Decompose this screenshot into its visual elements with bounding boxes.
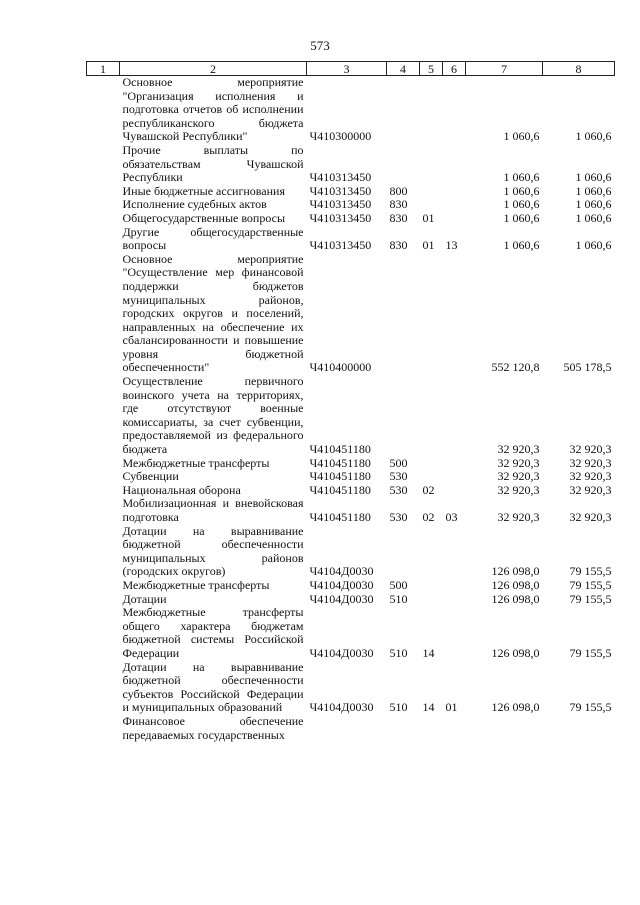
row-target-code: Ч410313450 xyxy=(309,238,372,253)
row-amount-year2: 79 155,5 xyxy=(569,591,612,606)
row-amount-year2: 32 920,3 xyxy=(569,510,612,524)
row-name: Другие общегосударственные вопросы xyxy=(122,224,304,253)
table-row xyxy=(87,484,615,498)
row-section xyxy=(420,579,443,593)
table-row xyxy=(87,661,615,715)
row-subsection xyxy=(443,185,466,199)
row-subsection xyxy=(443,470,466,484)
row-amount-year2: 1 060,6 xyxy=(575,183,612,198)
table-row xyxy=(87,198,615,212)
row-target-code: Ч410313450 xyxy=(309,183,372,198)
row-amount-year1: 1 060,6 xyxy=(503,238,540,253)
row-amount-year1 xyxy=(466,715,543,742)
row-subsection xyxy=(443,457,466,471)
row-target-code: Ч4104Д0030 xyxy=(309,577,374,592)
row-subsection xyxy=(443,198,466,212)
row-expense-type: 830 xyxy=(389,238,408,253)
row-index-cell xyxy=(87,457,120,471)
row-amount-year1: 126 098,0 xyxy=(491,700,540,715)
row-section: 02 xyxy=(422,482,435,497)
row-expense-type: 530 xyxy=(389,510,408,524)
row-name: Дотации xyxy=(122,591,167,606)
row-subsection: 01 xyxy=(445,700,458,715)
row-name: Мобилизационная и вневойсковая подготовка xyxy=(122,496,304,524)
table-body xyxy=(87,76,615,743)
row-section xyxy=(420,470,443,484)
row-section xyxy=(420,144,443,185)
column-header-6: 6 xyxy=(443,62,466,76)
row-expense-type: 530 xyxy=(389,469,408,484)
row-expense-type: 800 xyxy=(389,183,408,198)
row-expense-type xyxy=(387,525,420,579)
row-expense-type: 510 xyxy=(389,645,408,660)
row-name: Национальная оборона xyxy=(122,482,241,497)
row-index-cell xyxy=(87,525,120,579)
row-amount-year1: 32 920,3 xyxy=(497,442,540,457)
row-subsection xyxy=(443,76,466,144)
row-name: Межбюджетные трансферты общего характера бюджетам бюджетной системы Российской Федерации xyxy=(122,605,304,660)
row-amount-year2: 1 060,6 xyxy=(575,238,612,253)
page-number: 573 xyxy=(310,38,330,53)
row-expense-type: 500 xyxy=(389,577,408,592)
row-subsection xyxy=(443,375,466,457)
row-index-cell xyxy=(87,661,120,715)
row-section xyxy=(420,457,443,471)
table-row xyxy=(87,253,615,375)
column-header-7: 7 xyxy=(466,62,543,76)
row-target-code: Ч410313450 xyxy=(309,170,372,185)
row-target-code: Ч410451180 xyxy=(309,510,371,524)
row-name: Межбюджетные трансферты xyxy=(122,577,270,592)
table-row xyxy=(87,76,615,144)
table-row xyxy=(87,593,615,607)
row-target-code: Ч410300000 xyxy=(309,129,372,144)
row-index-cell xyxy=(87,593,120,607)
row-target-code: Ч410451180 xyxy=(309,455,371,470)
row-name: Дотации на выравнивание бюджетной обеспеченности муниципальных районов (городских округов) xyxy=(122,523,304,579)
row-expense-type xyxy=(387,144,420,185)
table-row xyxy=(87,470,615,484)
row-amount-year2: 32 920,3 xyxy=(569,482,612,497)
row-name: Субвенции xyxy=(122,469,179,484)
row-amount-year1: 1 060,6 xyxy=(503,183,540,198)
row-expense-type xyxy=(387,76,420,144)
row-subsection xyxy=(443,525,466,579)
row-subsection xyxy=(443,579,466,593)
row-section xyxy=(420,185,443,199)
row-index-cell xyxy=(87,715,120,742)
row-amount-year2: 79 155,5 xyxy=(569,645,612,660)
row-index-cell xyxy=(87,212,120,226)
row-section xyxy=(420,375,443,457)
row-section xyxy=(420,593,443,607)
row-expense-type xyxy=(387,253,420,375)
row-amount-year1: 126 098,0 xyxy=(491,591,540,606)
row-name: Основное мероприятие "Осуществление мер финансовой поддержки бюджетов муниципальных районов, городских округов и поселений, направленных на обеспечение их сбалансированности и повышение уровня бюджетной обеспеченности" xyxy=(122,251,304,375)
row-amount-year2: 505 178,5 xyxy=(563,360,612,375)
row-amount-year2: 1 060,6 xyxy=(575,197,612,212)
row-subsection xyxy=(443,212,466,226)
row-target-code: Ч410400000 xyxy=(309,360,372,375)
row-expense-type: 510 xyxy=(389,700,408,715)
row-amount-year2: 1 060,6 xyxy=(575,170,612,185)
row-amount-year2: 1 060,6 xyxy=(575,129,612,144)
table-row xyxy=(87,457,615,471)
row-target-code: Ч410451180 xyxy=(309,442,371,457)
row-target-code: Ч4104Д0030 xyxy=(309,564,374,579)
row-amount-year2: 79 155,5 xyxy=(569,700,612,715)
row-target-code: Ч410313450 xyxy=(309,197,372,212)
row-amount-year1: 1 060,6 xyxy=(503,210,540,225)
row-index-cell xyxy=(87,253,120,375)
row-index-cell xyxy=(87,497,120,524)
row-name: Осуществление первичного воинского учета на территориях, где отсутствуют военные комиссариаты, за счет субвенции, предоставляемой из федерального бюджета xyxy=(122,374,304,457)
row-name: Исполнение судебных актов xyxy=(122,197,267,212)
row-amount-year2: 32 920,3 xyxy=(569,469,612,484)
row-section: 14 xyxy=(422,645,435,660)
row-name: Общегосударственные вопросы xyxy=(122,210,286,225)
row-name: Межбюджетные трансферты xyxy=(122,455,270,470)
row-section: 01 xyxy=(422,238,435,253)
row-expense-type: 830 xyxy=(389,197,408,212)
row-name: Иные бюджетные ассигнования xyxy=(122,183,285,198)
column-header-8: 8 xyxy=(543,62,615,76)
row-name: Прочие выплаты по обязательствам Чувашской Республики xyxy=(122,142,304,185)
table-row xyxy=(87,185,615,199)
row-amount-year1: 32 920,3 xyxy=(497,455,540,470)
row-target-code: Ч410313450 xyxy=(309,210,372,225)
row-index-cell xyxy=(87,144,120,185)
row-amount-year2: 32 920,3 xyxy=(569,442,612,457)
row-amount-year2 xyxy=(543,715,615,742)
row-subsection xyxy=(443,715,466,742)
column-header-1: 1 xyxy=(87,62,120,76)
row-amount-year1: 552 120,8 xyxy=(491,360,540,375)
row-section: 01 xyxy=(422,210,435,225)
row-index-cell xyxy=(87,226,120,253)
row-target-code: Ч4104Д0030 xyxy=(309,645,374,660)
row-amount-year1: 126 098,0 xyxy=(491,577,540,592)
row-amount-year2: 32 920,3 xyxy=(569,455,612,470)
budget-table xyxy=(86,61,615,742)
row-amount-year2: 79 155,5 xyxy=(569,577,612,592)
row-target-code: Ч4104Д0030 xyxy=(309,700,374,715)
row-expense-type: 510 xyxy=(389,591,408,606)
row-amount-year1: 126 098,0 xyxy=(491,564,540,579)
row-amount-year2: 1 060,6 xyxy=(575,210,612,225)
table-header xyxy=(87,62,615,76)
column-header-3: 3 xyxy=(307,62,387,76)
row-subsection: 03 xyxy=(445,510,458,524)
row-name: Финансовое обеспечение передаваемых государственных xyxy=(122,713,304,742)
row-section xyxy=(420,76,443,144)
row-subsection: 13 xyxy=(445,238,458,253)
row-name: Дотации на выравнивание бюджетной обеспеченности субъектов Российской Федерации и муниципальных образований xyxy=(122,659,304,715)
row-index-cell xyxy=(87,470,120,484)
row-expense-type: 500 xyxy=(389,455,408,470)
row-expense-type xyxy=(387,715,420,742)
row-section xyxy=(420,715,443,742)
table-row xyxy=(87,579,615,593)
row-amount-year2: 79 155,5 xyxy=(569,564,612,579)
row-subsection xyxy=(443,484,466,498)
row-amount-year1: 32 920,3 xyxy=(497,469,540,484)
row-index-cell xyxy=(87,375,120,457)
row-index-cell xyxy=(87,579,120,593)
row-section xyxy=(420,253,443,375)
row-amount-year1: 1 060,6 xyxy=(503,197,540,212)
row-index-cell xyxy=(87,606,120,660)
table-row xyxy=(87,497,615,524)
row-amount-year1: 32 920,3 xyxy=(497,510,540,524)
row-index-cell xyxy=(87,185,120,199)
table-row xyxy=(87,226,615,253)
row-amount-year1: 32 920,3 xyxy=(497,482,540,497)
table-row xyxy=(87,212,615,226)
row-section: 14 xyxy=(422,700,435,715)
row-target-code: Ч410451180 xyxy=(309,482,371,497)
column-header-2: 2 xyxy=(120,62,307,76)
header-row xyxy=(87,62,615,76)
row-index-cell xyxy=(87,484,120,498)
row-target-code xyxy=(307,715,387,742)
row-expense-type: 530 xyxy=(389,482,408,497)
row-expense-type xyxy=(387,375,420,457)
table-row xyxy=(87,144,615,185)
row-section: 02 xyxy=(422,510,435,524)
row-section xyxy=(420,198,443,212)
row-subsection xyxy=(443,593,466,607)
row-name: Основное мероприятие "Организация исполнения и подготовка отчетов об исполнении республиканского бюджета Чувашской Республики" xyxy=(122,75,304,144)
row-amount-year1: 1 060,6 xyxy=(503,129,540,144)
row-subsection xyxy=(443,144,466,185)
row-subsection xyxy=(443,253,466,375)
column-header-5: 5 xyxy=(420,62,443,76)
row-index-cell xyxy=(87,76,120,144)
table-row xyxy=(87,525,615,579)
row-section xyxy=(420,525,443,579)
table-row xyxy=(87,715,615,742)
row-subsection xyxy=(443,606,466,660)
row-index-cell xyxy=(87,198,120,212)
row-amount-year1: 126 098,0 xyxy=(491,645,540,660)
row-target-code: Ч4104Д0030 xyxy=(309,591,374,606)
column-header-4: 4 xyxy=(387,62,420,76)
table-row xyxy=(87,375,615,457)
row-target-code: Ч410451180 xyxy=(309,469,371,484)
row-expense-type: 830 xyxy=(389,210,408,225)
table-row xyxy=(87,606,615,660)
row-amount-year1: 1 060,6 xyxy=(503,170,540,185)
